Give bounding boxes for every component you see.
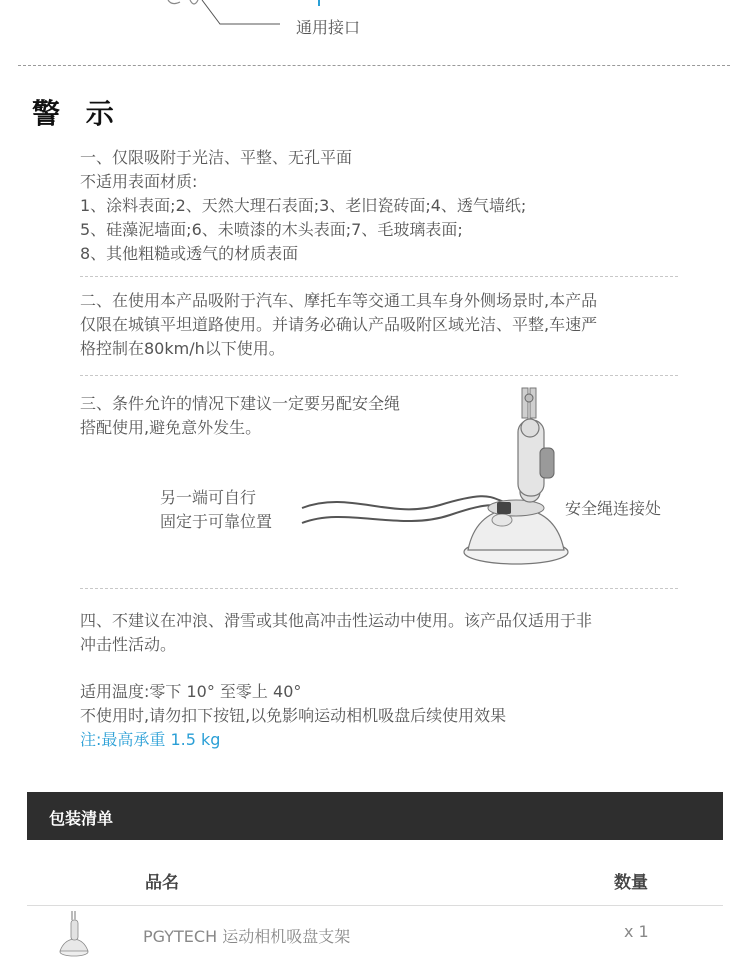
warning-line: 不适用表面材质: xyxy=(80,172,198,191)
section-divider xyxy=(18,65,730,66)
warning-line: 一、仅限吸附于光洁、平整、无孔平面 xyxy=(80,148,353,167)
product-quantity: x 1 xyxy=(624,922,649,941)
top-callout xyxy=(0,0,750,60)
rope-label-line: 另一端可自行 xyxy=(160,488,257,507)
warning-title: 警 示 xyxy=(32,97,122,130)
column-header-quantity: 数量 xyxy=(614,873,648,893)
warning-section-vehicle xyxy=(80,289,680,361)
suction-mount-icon xyxy=(56,908,92,958)
divider xyxy=(80,588,678,589)
packing-list-title: 包装清单 xyxy=(49,809,114,828)
usage-tip: 不使用时,请勿扣下按钮,以免影响运动相机吸盘后续使用效果 xyxy=(80,706,507,725)
table-row-divider xyxy=(27,905,723,906)
divider xyxy=(80,375,678,376)
warning-line: 5、硅藻泥墙面;6、未喷漆的木头表面;7、毛玻璃表面; xyxy=(80,220,463,239)
warning-section-surfaces xyxy=(80,146,680,266)
warning-line: 搭配使用,避免意外发生。 xyxy=(80,418,262,437)
column-header-name: 品名 xyxy=(145,873,179,893)
warning-section-impact xyxy=(80,609,680,657)
warning-line: 四、不建议在冲浪、滑雪或其他高冲击性运动中使用。该产品仅适用于非 xyxy=(80,611,593,630)
temperature-range: 适用温度:零下 10° 至零上 40° xyxy=(80,682,302,701)
rope-connection-label: 安全绳连接处 xyxy=(565,499,662,518)
rope-label-line: 固定于可靠位置 xyxy=(160,512,273,531)
warning-line: 仅限在城镇平坦道路使用。并请务必确认产品吸附区域光洁、平整,车速严 xyxy=(80,315,598,334)
interface-callout-line xyxy=(150,0,290,40)
warning-line: 8、其他粗糙或透气的材质表面 xyxy=(80,244,299,263)
warning-line: 1、涂料表面;2、天然大理石表面;3、老旧瓷砖面;4、透气墙纸; xyxy=(80,196,527,215)
rope-other-end-label xyxy=(160,486,272,534)
interface-label: 通用接口 xyxy=(296,18,361,37)
packing-list-header xyxy=(27,792,723,840)
callout-marker xyxy=(318,0,320,6)
warning-line: 冲击性活动。 xyxy=(80,635,177,654)
divider xyxy=(80,276,678,277)
max-load-note: 注:最高承重 1.5 kg xyxy=(80,730,221,749)
warning-line: 三、条件允许的情况下建议一定要另配安全绳 xyxy=(80,394,401,413)
usage-notes xyxy=(80,680,680,752)
suction-mount-illustration xyxy=(290,380,590,580)
warning-line: 二、在使用本产品吸附于汽车、摩托车等交通工具车身外侧场景时,本产品 xyxy=(80,291,598,310)
product-name: PGYTECH 运动相机吸盘支架 xyxy=(143,927,351,946)
warning-line: 格控制在80km/h以下使用。 xyxy=(80,339,285,358)
